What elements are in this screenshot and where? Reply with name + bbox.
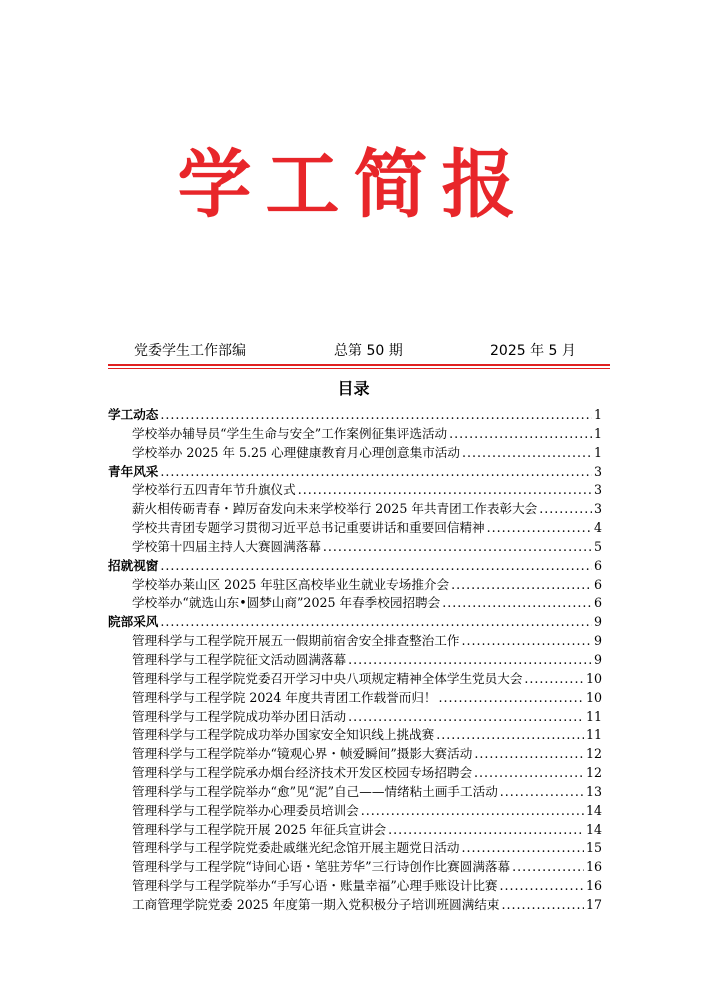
toc-page-number: 14 [585,821,602,837]
toc-page-number: 1 [593,444,602,460]
toc-entry[interactable] [108,724,602,743]
toc-leader-dots [160,464,592,479]
toc-page-number: 10 [585,670,602,686]
toc-section[interactable] [108,461,602,480]
toc-leader-dots [348,709,584,724]
toc-entry-title: 学校举办莱山区 2025 年驻区高校毕业生就业专场推介会 [132,576,450,592]
toc-page-number: 3 [593,482,602,498]
toc-entry[interactable] [108,574,602,593]
toc-page-number: 16 [585,859,602,875]
toc-entry[interactable] [108,592,602,611]
toc-entry[interactable] [108,762,602,781]
toc-leader-dots [461,840,584,855]
toc-entry-title: 管理科学与工程学院征文活动圆满落幕 [132,651,347,667]
toc-page-number: 17 [585,896,602,912]
toc-page-number: 6 [593,595,602,611]
toc-entry-title: 招就视窗 [108,557,159,573]
toc-entry-title: 学工动态 [108,407,159,422]
toc-entry[interactable] [108,442,602,461]
toc-leader-dots [524,671,584,686]
toc-section[interactable] [108,404,602,423]
issue-number: 总第 50 期 [334,343,403,359]
header-rule-thin [108,368,610,369]
toc-page-number: 9 [593,614,602,630]
toc-leader-dots [500,878,584,893]
toc-entry[interactable] [108,706,602,725]
issue-date: 2025 年 5 月 [490,343,576,359]
toc-entry[interactable] [108,894,602,913]
toc-leader-dots [474,765,584,780]
toc-page-number: 4 [593,520,602,536]
toc-leader-dots [323,539,592,554]
toc-entry[interactable] [108,875,602,894]
toc-leader-dots [160,614,592,629]
toc-leader-dots [512,859,584,874]
toc-page-number: 13 [585,783,602,799]
toc-entry-title: 管理科学与工程学院举办“镜观心界・帧爱瞬间”摄影大赛活动 [132,746,473,762]
toc-entry-title: 管理科学与工程学院举办“手写心语・账量幸福”心理手账设计比赛 [132,878,498,894]
toc-entry-title: 管理科学与工程学院举办心理委员培训会 [132,802,359,818]
toc-page-number: 16 [585,878,602,894]
toc-entry-title: 管理科学与工程学院举办“愈”见“泥”自己——情绪粘土画手工活动 [132,783,498,799]
toc-entry[interactable] [108,479,602,498]
toc-entry-title: 管理科学与工程学院党委召开学习中央八项规定精神全体学生党员大会 [132,670,523,686]
toc-entry[interactable] [108,687,602,706]
toc-entry[interactable] [108,743,602,762]
toc-leader-dots [461,633,592,648]
toc-entry[interactable] [108,517,602,536]
toc-leader-dots [298,482,592,497]
toc-entry[interactable] [108,800,602,819]
toc-entry[interactable] [108,781,602,800]
toc-leader-dots [436,727,584,742]
toc-section[interactable] [108,611,602,630]
toc-page-number: 5 [593,538,602,554]
toc-page-number: 3 [593,463,602,479]
toc-page-number: 3 [593,501,602,517]
toc-leader-dots [462,445,592,460]
header-rule-thick [108,364,610,366]
toc-entry[interactable] [108,536,602,555]
toc-page-number: 6 [593,557,602,573]
toc-page-number: 1 [593,407,602,422]
toc-page-number: 11 [585,708,602,724]
toc-entry-title: 学校共青团专题学习贯彻习近平总书记重要讲话和重要回信精神 [132,520,485,536]
toc-leader-dots [474,746,584,761]
toc-leader-dots [348,652,592,667]
toc-entry-title: 管理科学与工程学院“诗间心语・笔驻芳华”三行诗创作比赛圆满落幕 [132,859,511,875]
toc-leader-dots [439,690,584,705]
toc-entry[interactable] [108,837,602,856]
toc-leader-dots [442,595,592,610]
toc-entry-title: 学校举办 2025 年 5.25 心理健康教育月心理创意集市活动 [132,444,460,460]
toc-page-number: 12 [585,746,602,762]
toc-leader-dots [449,426,592,441]
toc-section[interactable] [108,555,602,574]
toc-page-number: 15 [585,840,602,856]
toc-leader-dots [487,520,592,535]
toc-entry-title: 管理科学与工程学院开展五一假期前宿舍安全排查整治工作 [132,633,460,649]
toc-leader-dots [539,501,592,516]
masthead-title: 学工简报 [177,142,530,228]
toc-leader-dots [388,822,584,837]
toc-leader-dots [502,897,584,912]
toc-entry[interactable] [108,630,602,649]
toc-page-number: 1 [593,425,602,441]
toc-entry-title: 学校第十四届主持人大赛圆满落幕 [132,538,321,554]
toc-entry-title: 学校举办辅导员“学生生命与安全”工作案例征集评选活动 [132,425,448,441]
toc-entry-title: 管理科学与工程学院党委赴戚继光纪念馆开展主题党日活动 [132,840,460,856]
toc-leader-dots [451,577,592,592]
toc-entry-title: 管理科学与工程学院成功举办国家安全知识线上挑战赛 [132,727,435,743]
toc-entry[interactable] [108,649,602,668]
toc-page-number: 6 [593,576,602,592]
toc-entry-title: 院部采风 [108,614,159,630]
toc-page-number: 14 [585,802,602,818]
toc-leader-dots [500,784,584,799]
toc-entry-title: 管理科学与工程学院 2024 年度共青团工作载誉而归！ [132,689,437,705]
table-of-contents [108,404,602,913]
toc-entry[interactable] [108,668,602,687]
toc-entry[interactable] [108,423,602,442]
issue-info [108,340,610,360]
toc-page-number: 9 [593,651,602,667]
toc-entry-title: 学校举行五四青年节升旗仪式 [132,482,296,498]
toc-entry-title: 学校举办“就选山东•圆梦山商”2025 年春季校园招聘会 [132,595,441,611]
toc-entry-title: 薪火相传砺青春・踔厉奋发向未来学校举行 2025 年共青团工作表彰大会 [132,501,538,517]
toc-entry-title: 青年风采 [108,463,159,479]
toc-leader-dots [361,803,584,818]
toc-entry-title: 管理科学与工程学院成功举办团日活动 [132,708,347,724]
toc-leader-dots [160,558,592,573]
issue-editor: 党委学生工作部编 [134,343,246,359]
toc-page-number: 12 [585,765,602,781]
toc-entry[interactable] [108,819,602,838]
toc-entry[interactable] [108,856,602,875]
toc-leader-dots [160,407,592,422]
toc-title: 目录 [337,379,370,398]
toc-page-number: 10 [585,689,602,705]
toc-page-number: 11 [585,727,602,743]
toc-page-number: 9 [593,633,602,649]
toc-entry[interactable] [108,498,602,517]
toc-entry-title: 工商管理学院党委 2025 年度第一期入党积极分子培训班圆满结束 [132,896,500,912]
toc-entry-title: 管理科学与工程学院开展 2025 年征兵宣讲会 [132,821,387,837]
toc-entry-title: 管理科学与工程学院承办烟台经济技术开发区校园专场招聘会 [132,765,473,781]
